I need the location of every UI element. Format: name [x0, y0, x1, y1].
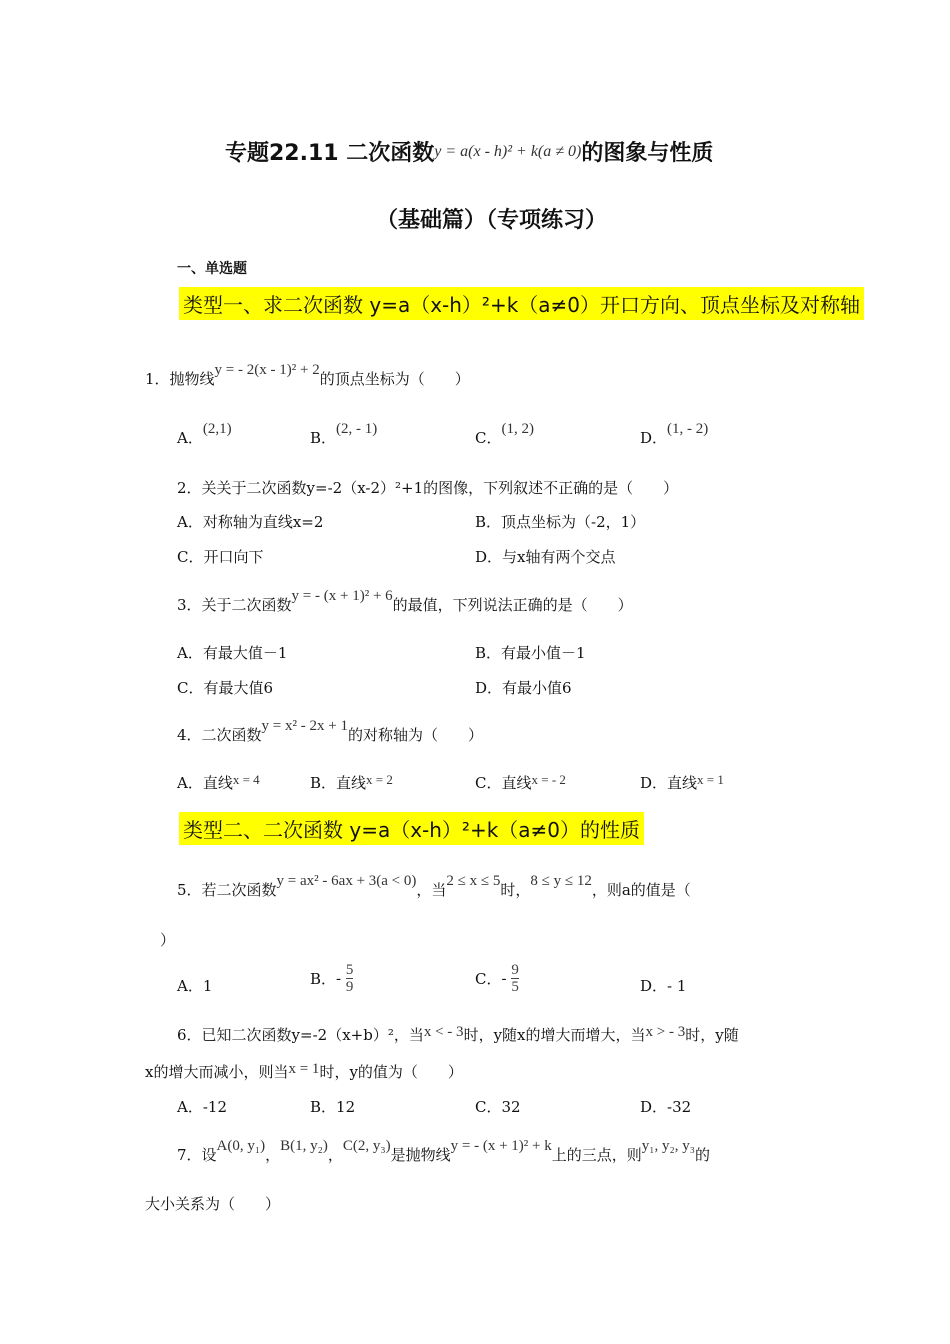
q5-close: ） [160, 931, 176, 949]
page-subtitle: （基础篇）（专项练习） [376, 208, 608, 233]
q5-fraction-b: $\frac{5}{9}$ [345, 962, 354, 995]
q5-option-b[interactable]: B．- $\frac{5}{9}$ [310, 962, 354, 995]
question-6-line2: x的增大而减小，则当x = 1时，y的值为（ ） [145, 1061, 463, 1081]
title-suffix: 的图象与性质 [581, 141, 714, 166]
q5-fraction-c: $\frac{9}{5}$ [511, 962, 519, 995]
q2-option-d[interactable]: D．与x轴有两个交点 [475, 548, 616, 566]
page-title [225, 136, 713, 167]
q1-option-c[interactable]: C．(1, 2) [475, 421, 534, 447]
question-6-line1: 6．已知二次函数y=-2（x+b）²，当x < - 3时，y随x的增大而增大，当x > - 3时，y随 [177, 1024, 739, 1044]
q2-option-b[interactable]: B．顶点坐标为（-2，1） [475, 513, 646, 531]
q4-option-d[interactable]: D．直线x = 1 [640, 772, 724, 792]
title-formula: y = a(x - h)² + k(a ≠ 0) [434, 143, 582, 160]
q5-formula: y = ax² - 6ax + 3(a < 0) [276, 873, 417, 889]
q5-option-a[interactable]: A．1 [177, 977, 213, 995]
q6-option-c[interactable]: C．32 [475, 1098, 521, 1116]
q7-formula: y = - (x + 1)² + k [450, 1138, 552, 1154]
q2-option-c[interactable]: C．开口向下 [177, 548, 264, 566]
question-4: 4．二次函数y = x² - 2x + 1的对称轴为（ ） [177, 718, 483, 744]
question-7-line1: 7．设A(0, y₁)，B(1, y₂)，C(2, y₃)是抛物线y = - (x + 1)² + k上的三点，则y₁, y₂, y₃的 [177, 1138, 710, 1164]
q5-option-c[interactable]: C．- $\frac{9}{5}$ [475, 962, 519, 995]
q3-option-c[interactable]: C．有最大值6 [177, 679, 274, 697]
q4-formula: y = x² - 2x + 1 [261, 718, 348, 734]
q3-formula: y = - (x + 1)² + 6 [291, 588, 393, 604]
question-1 [145, 362, 470, 389]
q4-option-c[interactable]: C．直线x = - 2 [475, 772, 566, 792]
section-label: 一、单选题 [177, 261, 247, 277]
q1-option-a[interactable]: A．(2,1) [177, 421, 232, 447]
type2-heading: 类型二、二次函数 y=a（x-h）²+k（a≠0）的性质 [179, 812, 644, 845]
q3-option-d[interactable]: D．有最小值6 [475, 679, 572, 697]
q3-option-b[interactable]: B．有最小值－1 [475, 644, 586, 662]
q6-option-d[interactable]: D．-32 [640, 1098, 692, 1116]
title-prefix: 专题22.11 二次函数 [225, 141, 435, 166]
q4-option-a[interactable]: A．直线x = 4 [177, 772, 260, 792]
q1-option-b[interactable]: B．(2, - 1) [310, 421, 378, 447]
q2-option-a[interactable]: A．对称轴为直线x=2 [177, 513, 324, 531]
q6-option-a[interactable]: A．-12 [177, 1098, 227, 1116]
q6-option-b[interactable]: B．12 [310, 1098, 356, 1116]
q5-option-d[interactable]: D．- 1 [640, 977, 687, 995]
question-2: 2．关关于二次函数y=-2（x-2）²+1的图像，下列叙述不正确的是（ ） [177, 479, 679, 497]
type1-heading: 类型一、求二次函数 y=a（x-h）²+k（a≠0）开口方向、顶点坐标及对称轴 [179, 287, 864, 320]
question-7-line2: 大小关系为（ ） [145, 1195, 281, 1213]
question-5: 5．若二次函数y = ax² - 6ax + 3(a < 0)，当2 ≤ x ≤ 5时，8 ≤ y ≤ 12，则a的值是（ [177, 873, 691, 899]
q1-formula: y = - 2(x - 1)² + 2 [214, 362, 320, 378]
q4-option-b[interactable]: B．直线x = 2 [310, 772, 393, 792]
q3-option-a[interactable]: A．有最大值－1 [177, 644, 288, 662]
q1-num: 1．抛物线 [145, 370, 215, 388]
q1-option-d[interactable]: D．(1, - 2) [640, 421, 709, 447]
q1-tail: 的顶点坐标为（ ） [319, 370, 470, 388]
question-3: 3．关于二次函数y = - (x + 1)² + 6的最值，下列说法正确的是（ ） [177, 588, 633, 614]
